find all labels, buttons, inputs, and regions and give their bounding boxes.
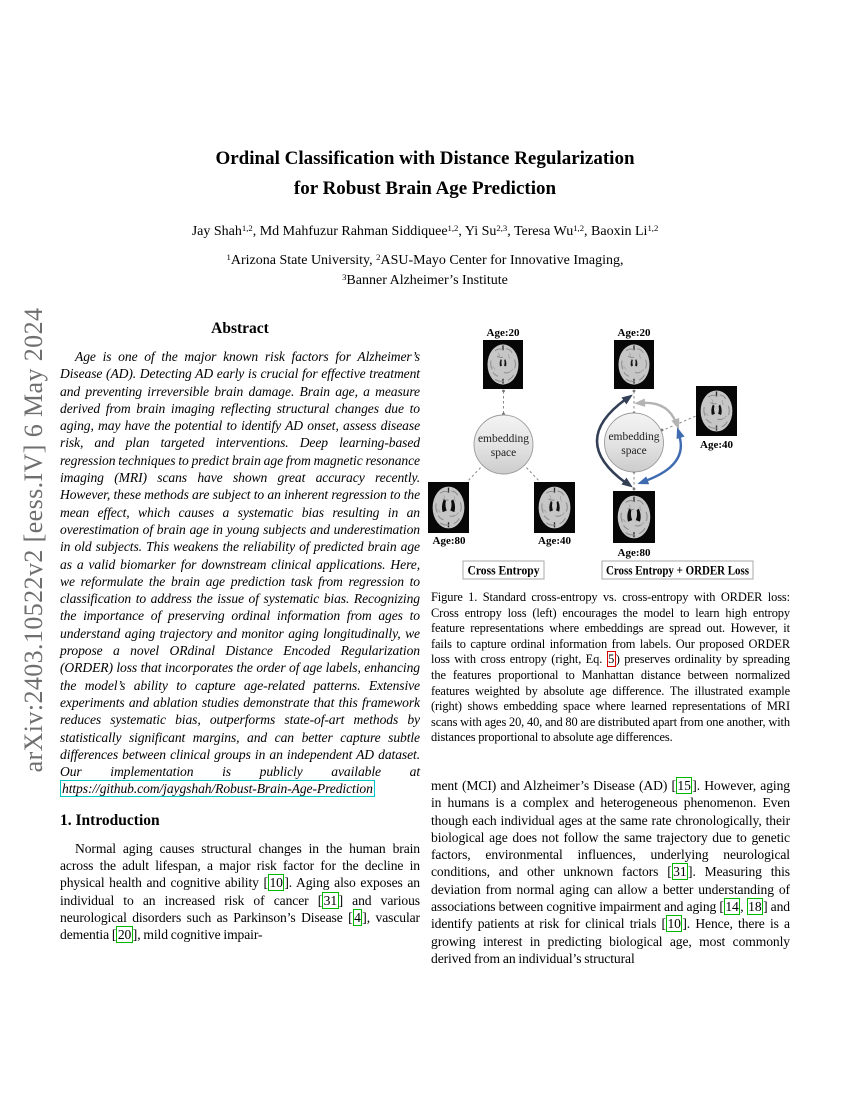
text-segment: Figure 1. Standard cross-entropy vs. cross-entropy with ORDER loss: Cross entropy loss (left) encourages the model to learn high entropy feature representations where embeddings are spread out. However, it fails to capture ordinal information from labels. Our proposed ORDER loss with cross entropy (right, Eq. xyxy=(431,590,790,667)
text-segment: ]. However, aging in humans is a complex and heterogeneous phenomenon. Even though each individual ages at the same rate chronologically, their biological age does not follow the same trajectory due to genetic factors, environmental influences, underlying neurological conditions, and other unknown factors [ xyxy=(431,777,790,880)
text-segment: Normal aging causes structural changes in the human brain across the adult lifespan, a major risk factor for the decline in physical health and cognitive ability [ xyxy=(60,840,420,891)
embedding-space-label-1: embedding xyxy=(477,433,530,445)
superscript: 2 xyxy=(376,252,381,263)
superscript: 1,2 xyxy=(647,223,659,234)
citation-link[interactable]: 10 xyxy=(269,875,283,891)
text-segment: ]. Aging also exposes an individual to an increased risk of cancer [ xyxy=(60,875,420,908)
paper-title-line2: for Robust Brain Age Prediction xyxy=(293,178,557,199)
text-segment: ] and various neurological disorders such as Parkinson’s Disease [ xyxy=(60,892,420,925)
text-segment: ]. Hence, there is a growing interest in predicting biological age, most commonly derived from an individual’s structural xyxy=(431,916,790,966)
text-segment: , Baoxin Li xyxy=(584,224,648,239)
superscript: 3 xyxy=(342,272,347,283)
brain-mri-right-age80 xyxy=(613,491,655,543)
order-loss-label: Cross Entropy + ORDER Loss xyxy=(606,563,750,578)
cross-entropy-label-box xyxy=(463,561,544,579)
citation-link[interactable]: 20 xyxy=(117,927,132,943)
superscript: 1,2 xyxy=(447,223,459,234)
citation-link[interactable]: 18 xyxy=(748,899,762,915)
affiliation-line-2 xyxy=(0,271,850,291)
text-segment: , xyxy=(740,899,747,915)
citation-link[interactable]: 10 xyxy=(667,916,681,932)
text-segment: ] and identify patients at risk for clinical trials [ xyxy=(431,899,790,932)
text-segment: , Teresa Wu xyxy=(507,224,574,239)
text-segment: , Yi Su xyxy=(458,224,497,239)
superscript: 1,2 xyxy=(241,223,253,234)
brain-mri-right-top xyxy=(614,340,654,389)
age-label-right-age40: Age:40 xyxy=(700,439,733,451)
brain-mri-left-bottom-right xyxy=(534,482,575,533)
superscript: 2,3 xyxy=(496,223,508,234)
text-segment: ment (MCI) and Alzheimer’s Disease (AD) [ xyxy=(431,777,676,793)
citation-link[interactable]: 31 xyxy=(323,892,338,908)
citation-link[interactable]: 31 xyxy=(673,864,687,880)
citation-link[interactable]: 15 xyxy=(677,777,691,793)
embedding-space-left xyxy=(474,415,533,474)
text-segment: , Md Mahfuzur Rahman Siddiquee xyxy=(252,224,448,239)
figure1-diagram xyxy=(425,315,790,580)
paper-title xyxy=(0,144,850,204)
brain-mri-right-age40 xyxy=(696,386,737,436)
abstract-text xyxy=(60,348,420,798)
text-segment: Jay Shah xyxy=(191,224,242,239)
abstract-heading: Abstract xyxy=(211,320,269,337)
embedding-space-label-2: space xyxy=(490,447,517,459)
github-url-link[interactable]: https://github.com/jaygshah/Robust-Brain-Age-Prediction xyxy=(62,781,373,797)
equation-link[interactable]: 5 xyxy=(608,652,615,667)
introduction-text-continued xyxy=(431,777,790,967)
text-segment: ) preserves ordinality by spreading the features proportional to Manhattan distance between normalized features weighted by absolute age difference. The illustrated example (right) shows embedding space where learned representations of MRI scans with ages 20, 40, and 80 are distributed apart from one another, with distances proportional to absolute age differences. xyxy=(431,652,790,745)
text-segment: Banner Alzheimer’s Institute xyxy=(346,273,508,288)
age-label-left-bottom-left: Age:80 xyxy=(432,535,466,547)
citation-link[interactable]: 14 xyxy=(725,899,739,915)
age-label-right-age80: Age:80 xyxy=(617,547,651,559)
affiliation-line-1 xyxy=(0,251,850,271)
age-label-right-top: Age:20 xyxy=(617,327,651,339)
text-segment: ]. Measuring this deviation from normal aging can allow a better understanding of associations between cognitive impairment and aging [ xyxy=(431,864,790,915)
age-label-left-top: Age:20 xyxy=(486,327,520,339)
embedding-space-label-2: space xyxy=(621,445,647,457)
arxiv-banner: arXiv:2403.10522v2 [eess.IV] 6 May 2024 xyxy=(19,307,48,773)
introduction-text xyxy=(60,840,420,944)
authors-line xyxy=(0,224,850,240)
text-segment: ], vascular dementia [ xyxy=(60,909,420,943)
superscript: 1 xyxy=(226,252,231,263)
left-column xyxy=(60,320,420,944)
superscript: 1,2 xyxy=(573,223,585,234)
paper-title-line1: Ordinal Classification with Distance Regularization xyxy=(215,148,635,169)
citation-link[interactable]: 4 xyxy=(354,909,361,925)
text-segment: ASU-Mayo Center for Innovative Imaging, xyxy=(380,253,624,268)
right-column xyxy=(431,315,790,967)
embedding-space-right xyxy=(605,413,664,472)
age-label-left-bottom-right: Age:40 xyxy=(538,535,571,547)
brain-mri-left-bottom-left xyxy=(428,482,469,533)
figure1-caption xyxy=(431,590,790,746)
cross-entropy-label: Cross Entropy xyxy=(467,563,541,578)
text-segment: Age is one of the major known risk factors for Alzheimer’s Disease (AD). Detecting AD early is crucial for effective treatment and preventing irreversible brain damage. Brain age, a measure derived from brain imaging reflecting structural changes due to aging, may have the potential to identify AD onset, assess disease risk, and plan targeted interventions. Deep learning-based regression techniques to predict brain age from magnetic resonance imaging (MRI) scans have shown great accuracy recently. However, these methods are subject to an inherent regression to the mean effect, which causes a systematic bias resulting in an overestimation of brain age in young subjects and underestimation in old subjects. This weakens the reliability of predicted brain age as a valid biomarker for downstream clinical applications. Here, we reformulate the brain age prediction task from regression to classification to address the issue of systematic bias. Recognizing the importance of preserving ordinal information from ages to understand aging trajectory and monitor aging longitudinally, we propose a novel ORdinal Distance Encoded Regularization (ORDER) loss that incorporates the order of age labels, enhancing the model’s ability to capture age-related patterns. Extensive experiments and ablation studies demonstrate that this framework reduces systematic bias, outperforms state-of-art methods by statistically significant margins, and can better capture subtle differences between clinical groups in an independent AD dataset. Our implementation is publicly available at xyxy=(60,349,420,780)
section-heading-introduction: 1. Introduction xyxy=(60,811,160,829)
brain-mri-left-top xyxy=(483,340,523,389)
affiliations xyxy=(0,251,850,291)
order-loss-label-box xyxy=(602,561,753,579)
text-segment: ], mild cognitive impair- xyxy=(132,927,263,943)
text-segment: Arizona State University, xyxy=(230,253,377,268)
embedding-space-label-1: embedding xyxy=(608,431,660,443)
